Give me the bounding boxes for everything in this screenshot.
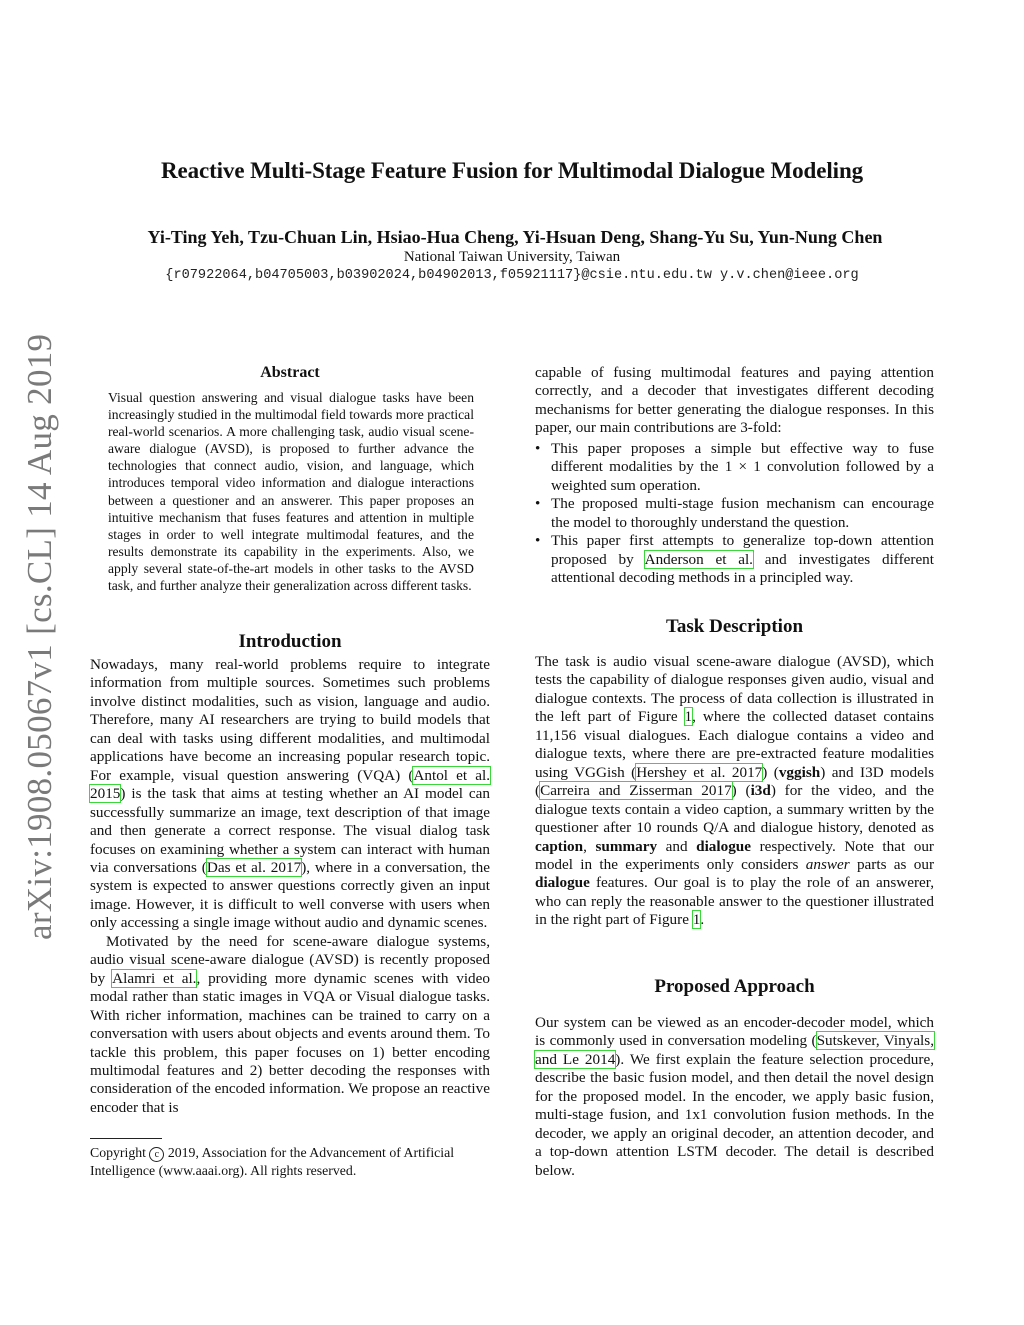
introduction-body: [90, 656, 490, 1117]
proposed-approach-heading: Proposed Approach: [654, 976, 815, 997]
copyright-footnote: Copyright c 2019, Association for the Advancement of Artificial Intelligence (www.aaai.org). All rights reserved.: [90, 1145, 455, 1178]
list-item: • This paper proposes a simple but effective way to fuse different modalities by the 1 × 1 convolution followed by a weighted sum operation.: [535, 439, 934, 494]
proposed-approach-paragraph: Our system can be viewed as an encoder-decoder model, which is commonly used in conversation modeling (Sutskever, Vinyals, and Le 2014). We first explain the feature selection procedure, describe the basic fusion model, and then detail the novel design for the proposed model. In the encoder, we apply basic fusion, multi-stage fusion, and 1x1 convolution fusion methods. In the decoder, we apply an original decoder, an attention decoder, and a top-down attention LSTM decoder. The detail is described below.: [535, 1014, 934, 1179]
author-list: Yi-Ting Yeh, Tzu-Chuan Lin, Hsiao-Hua Cheng, Yi-Hsuan Deng, Shang-Yu Su, Yun-Nung Chen: [147, 227, 883, 247]
task-description-heading: Task Description: [665, 616, 804, 637]
intro-continuation: capable of fusing multimodal features and paying attention correctly, and a decoder that investigates different decoding mechanisms for better generating the dialogue responses. In this paper, our main contributions are 3-fold:: [535, 364, 934, 437]
author-emails: {r07922064,b04705003,b03902024,b04902013,f05921117}@csie.ntu.edu.tw y.v.chen@ieee.org: [165, 268, 859, 283]
introduction-heading: Introduction: [238, 631, 342, 652]
citation-link[interactable]: Alamri et al.: [112, 969, 197, 987]
introduction-paragraph-2: Motivated by the need for scene-aware dialogue systems, audio visual scene-aware dialogue (AVSD) is recently proposed by Alamri et al., providing more dynamic scenes with video modal rather than static images in VQA or Visual dialogue tasks. With richer information, machines can be trained to carry on a conversation with users about objects and events around them. To tackle this problem, this paper focuses on 1) better encoding multimodal features and 2) better decoding the responses with consideration of the encoded information. We propose an reactive encoder that is: [90, 932, 490, 1116]
proposed-approach-body: [535, 1014, 934, 1180]
introduction-paragraph-1: Nowadays, many real-world problems require to integrate information from multiple sources. Sometimes such problems involve distinct modalities, such as vision, language and audio. Therefore, many AI researchers are trying to build models that can deal with tasks using different modalities, and multimodal applications have become an increasing popular research topic. For example, visual question answering (VQA) (Antol et al. 2015) is the task that aims at testing whether an AI model can successfully summarize an image, text description of that image and then generate a correct response. The visual dialog task focuses on examining whether a system can interact with human via conversations (Das et al. 2017), where in a conversation, the system is expected to answer questions correctly given an input image. However, it is difficult to well converse with users when only accessing a single image without audio and dynamic scenes.: [90, 656, 491, 932]
citation-link[interactable]: Sutskever, Vinyals, and Le 2014: [535, 1032, 934, 1068]
citation-link[interactable]: Anderson et al.: [644, 550, 753, 568]
footnote-rule: [90, 1138, 162, 1139]
citation-link[interactable]: Hershey et al. 2017: [636, 763, 763, 781]
abstract-text: Visual question answering and visual dialogue tasks have been increasingly studied in the multimodal field towards more practical real-world scenarios. A more challenging task, audio visual scene-aware dialogue (AVSD), is proposed to further advance the technologies that connect audio, vision, and language, which introduces temporal video information and dialogue interactions between a questioner and an answerer. This paper proposes an intuitive mechanism that fuses features and attention in multiple stages in order to well integrate multimodal features, and the results demonstrate its capability in the experiments. Also, we apply several state-of-the-art models in other tasks to the AVSD task, and further analyze their generalization across different tasks.: [108, 390, 474, 594]
task-description-body: [535, 653, 934, 930]
copyright-icon: c: [149, 1147, 164, 1162]
list-item: • This paper first attempts to generalize top-down attention proposed by Anderson et al. and investigates different attentional decoding methods in a principled way.: [535, 532, 934, 586]
affiliation: National Taiwan University, Taiwan: [403, 249, 621, 265]
figure-link[interactable]: 1: [684, 708, 693, 726]
task-description-paragraph: The task is audio visual scene-aware dialogue (AVSD), which tests the capability of dialogue responses given audio, visual and dialogue contexts. The process of data collection is illustrated in the left part of Figure 1, where the collected dataset contains 11,156 visual dialogues. Each dialogue contains a video and dialogue texts, where there are pre-extracted feature modalities using VGGish (Hershey et al. 2017) (vggish) and I3D models (Carreira and Zisserman 2017) (i3d) for the video, and the dialogue texts contain a video caption, a summary written by the questioner after 10 rounds Q/A and dialogue history, denoted as caption, summary and dialogue respectively. Note that our model in the experiments only considers answer parts as our dialogue features. Our goal is to play the role of an answerer, who can reply the reasonable answer to the questioner illustrated in the right part of Figure 1.: [535, 653, 934, 929]
paper-title: Reactive Multi-Stage Feature Fusion for Multimodal Dialogue Modeling: [160, 158, 864, 183]
figure-link[interactable]: 1: [692, 911, 701, 929]
bullet-icon: •: [535, 439, 541, 457]
bullet-icon: •: [535, 495, 541, 513]
citation-link[interactable]: Antol et al. 2015: [90, 766, 491, 803]
arxiv-identifier: arXiv:1908.05067v1 [cs.CL] 14 Aug 2019: [20, 333, 59, 940]
abstract-heading: Abstract: [260, 364, 320, 381]
citation-link[interactable]: Carreira and Zisserman 2017: [540, 782, 732, 800]
contribution-list: [535, 440, 934, 588]
contributions-block: [535, 364, 934, 587]
citation-link[interactable]: Das et al. 2017: [206, 858, 302, 876]
list-item: • The proposed multi-stage fusion mechanism can encourage the model to thoroughly understand the question.: [535, 495, 934, 531]
bullet-icon: •: [535, 532, 541, 550]
